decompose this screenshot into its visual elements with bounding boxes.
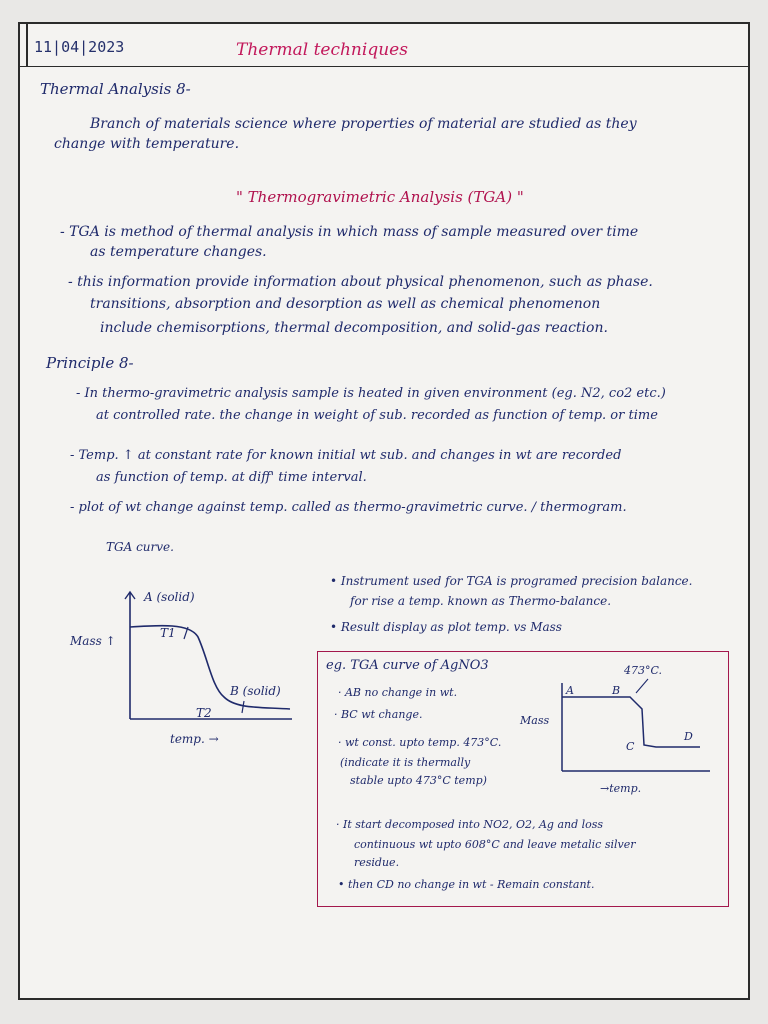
example-decomp3: residue. bbox=[354, 856, 400, 869]
example-title: eg. TGA curve of AgNO3 bbox=[326, 658, 489, 673]
agno3-temp-annotation: 473°C. bbox=[624, 664, 663, 677]
instrument-line1: • Instrument used for TGA is programed precision balance. bbox=[330, 574, 693, 588]
agno3-point-b: B bbox=[612, 684, 621, 697]
tga-bullet1-line1: - TGA is method of thermal analysis in which mass of sample measured over time bbox=[60, 224, 639, 240]
temp-axis-label: temp. → bbox=[170, 732, 219, 746]
principle-p2-line1: - Temp. ↑ at constant rate for known initial wt sub. and changes in wt are recorded bbox=[70, 448, 622, 463]
example-ab: · AB no change in wt. bbox=[338, 686, 458, 699]
example-decomp2: continuous wt upto 608°C and leave metalic silver bbox=[354, 838, 636, 851]
tga-curve-sketch bbox=[120, 589, 310, 729]
thermal-analysis-line2: change with temperature. bbox=[54, 136, 240, 152]
page-date: 11|04|2023 bbox=[34, 38, 125, 56]
example-indicate1: (indicate it is thermally bbox=[340, 756, 471, 769]
agno3-graph bbox=[560, 679, 720, 779]
thermal-analysis-heading: Thermal Analysis 8- bbox=[40, 80, 191, 98]
page-title: Thermal techniques bbox=[236, 40, 408, 60]
tga-bullet2-line1: - this information provide information about physical phenomenon, such as phase. bbox=[68, 274, 653, 290]
principle-p3-line1: - plot of wt change against temp. called as thermo-gravimetric curve. / thermogram. bbox=[70, 500, 627, 515]
thermal-analysis-line1: Branch of materials science where properties of material are studied as they bbox=[90, 116, 637, 132]
agno3-temp-label: →temp. bbox=[600, 782, 642, 795]
principle-p1-line2: at controlled rate. the change in weight of sub. recorded as function of temp. or time bbox=[96, 408, 658, 423]
agno3-point-d: D bbox=[684, 730, 693, 743]
agno3-mass-label: Mass bbox=[520, 714, 550, 727]
principle-p2-line2: as function of temp. at diff' time interval. bbox=[96, 470, 367, 485]
agno3-point-a: A bbox=[566, 684, 574, 697]
example-then-cd: • then CD no change in wt - Remain constant. bbox=[338, 878, 595, 891]
mass-axis-label: Mass ↑ bbox=[70, 634, 116, 648]
agno3-point-c: C bbox=[626, 740, 635, 753]
tga-bullet2-line3: include chemisorptions, thermal decomposition, and solid-gas reaction. bbox=[100, 320, 608, 336]
principle-p1-line1: - In thermo-gravimetric analysis sample is heated in given environment (eg. N2, co2 etc.) bbox=[76, 386, 666, 401]
margin-line bbox=[26, 24, 28, 66]
point-b-label: B (solid) bbox=[230, 684, 281, 698]
point-a-label: A (solid) bbox=[144, 590, 195, 604]
example-wt-const: · wt const. upto temp. 473°C. bbox=[338, 736, 502, 749]
tga-bullet1-line2: as temperature changes. bbox=[90, 244, 267, 260]
principle-heading: Principle 8- bbox=[46, 354, 134, 372]
instrument-line2: for rise a temp. known as Thermo-balance. bbox=[350, 594, 612, 608]
example-indicate2: stable upto 473°C temp) bbox=[350, 774, 487, 787]
tga-curve-label: TGA curve. bbox=[106, 540, 174, 554]
instrument-line3: • Result display as plot temp. vs Mass bbox=[330, 620, 562, 634]
tga-bullet2-line2: transitions, absorption and desorption as well as chemical phenomenon bbox=[90, 296, 601, 312]
page-header bbox=[20, 24, 748, 67]
example-decomp1: · It start decomposed into NO2, O2, Ag and loss bbox=[336, 818, 604, 831]
tga-title: " Thermogravimetric Analysis (TGA) " bbox=[236, 188, 524, 206]
notebook-page bbox=[18, 22, 750, 1000]
t2-label: T2 bbox=[196, 706, 212, 720]
t1-label: T1 bbox=[160, 626, 176, 640]
example-bc: · BC wt change. bbox=[334, 708, 423, 721]
